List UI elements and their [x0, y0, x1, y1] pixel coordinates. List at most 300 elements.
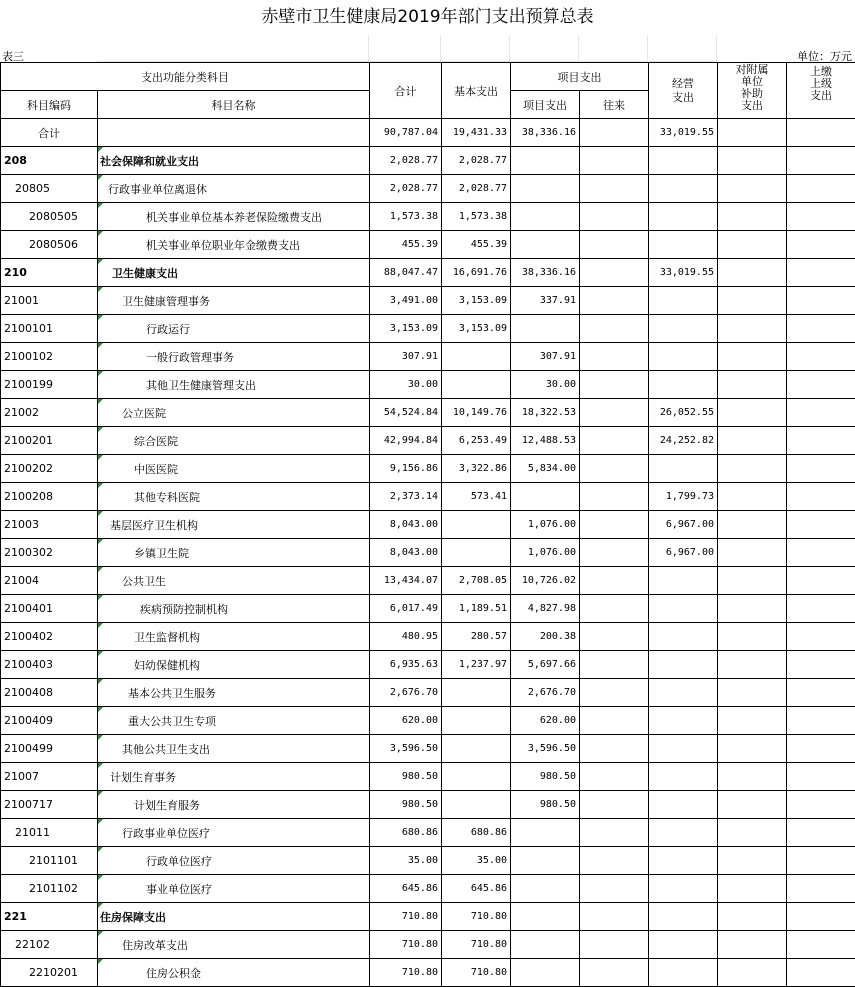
cell-subsidy[interactable]: [718, 679, 787, 707]
cell-operating[interactable]: [649, 651, 718, 679]
cell-basic[interactable]: 710.80: [442, 931, 511, 959]
cell-basic[interactable]: 645.86: [442, 875, 511, 903]
header-project-group: 项目支出: [511, 63, 649, 91]
cell-total[interactable]: 2,028.77: [370, 147, 442, 175]
cell-name[interactable]: 其他卫生健康管理支出: [98, 371, 370, 399]
cell-operating[interactable]: 6,967.00: [649, 511, 718, 539]
cell-upper[interactable]: [787, 231, 855, 259]
cell-code[interactable]: 221: [1, 903, 98, 931]
cell-project[interactable]: [511, 147, 580, 175]
cell-code[interactable]: 2101101: [1, 847, 98, 875]
cell-subsidy[interactable]: [718, 959, 787, 987]
cell-project[interactable]: 10,726.02: [511, 567, 580, 595]
cell-project[interactable]: 200.38: [511, 623, 580, 651]
table-row: [1, 875, 855, 903]
cell-transfer[interactable]: [580, 763, 649, 791]
cell-code[interactable]: 210: [1, 259, 98, 287]
cell-total[interactable]: 2,373.14: [370, 483, 442, 511]
header-row-1: [1, 63, 855, 91]
cell-total[interactable]: 42,994.84: [370, 427, 442, 455]
cell-upper[interactable]: [787, 903, 855, 931]
cell-operating[interactable]: [649, 343, 718, 371]
cell-subsidy[interactable]: [718, 287, 787, 315]
cell-total[interactable]: 30.00: [370, 371, 442, 399]
cell-name[interactable]: 住房改革支出: [98, 931, 370, 959]
cell-project[interactable]: [511, 875, 580, 903]
cell-basic[interactable]: 3,153.09: [442, 287, 511, 315]
cell-basic[interactable]: 6,253.49: [442, 427, 511, 455]
cell-total[interactable]: 2,676.70: [370, 679, 442, 707]
cell-transfer[interactable]: [580, 651, 649, 679]
cell-total[interactable]: 54,524.84: [370, 399, 442, 427]
cell-project[interactable]: 12,488.53: [511, 427, 580, 455]
cell-name[interactable]: 机关事业单位职业年金缴费支出: [98, 231, 370, 259]
cell-total[interactable]: 680.86: [370, 819, 442, 847]
cell-subsidy[interactable]: [718, 511, 787, 539]
cell-operating[interactable]: [649, 903, 718, 931]
cell-project[interactable]: [511, 315, 580, 343]
cell-transfer[interactable]: [580, 539, 649, 567]
cell-name[interactable]: 妇幼保健机构: [98, 651, 370, 679]
cell-code[interactable]: 2080506: [1, 231, 98, 259]
cell-project[interactable]: 1,076.00: [511, 511, 580, 539]
cell-upper[interactable]: [787, 735, 855, 763]
cell-subsidy[interactable]: [718, 595, 787, 623]
cell-upper[interactable]: [787, 511, 855, 539]
cell-transfer[interactable]: [580, 735, 649, 763]
cell-basic[interactable]: [442, 371, 511, 399]
cell-transfer[interactable]: [580, 567, 649, 595]
cell-basic[interactable]: 2,028.77: [442, 175, 511, 203]
cell-total[interactable]: 980.50: [370, 791, 442, 819]
cell-operating[interactable]: [649, 735, 718, 763]
cell-subsidy[interactable]: [718, 539, 787, 567]
cell-upper[interactable]: [787, 147, 855, 175]
cell-total[interactable]: 13,434.07: [370, 567, 442, 595]
cell-basic[interactable]: 455.39: [442, 231, 511, 259]
cell-operating[interactable]: [649, 147, 718, 175]
cell-code[interactable]: 20805: [1, 175, 98, 203]
header-total: 合计: [370, 63, 442, 119]
cell-transfer[interactable]: [580, 343, 649, 371]
cell-name[interactable]: 公立医院: [98, 399, 370, 427]
cell-name[interactable]: 中医医院: [98, 455, 370, 483]
cell-project[interactable]: 38,336.16: [511, 259, 580, 287]
cell-total[interactable]: 307.91: [370, 343, 442, 371]
cell-subsidy[interactable]: [718, 791, 787, 819]
cell-operating[interactable]: 26,052.55: [649, 399, 718, 427]
cell-subsidy[interactable]: [718, 231, 787, 259]
cell-basic[interactable]: [442, 763, 511, 791]
cell-project[interactable]: 307.91: [511, 343, 580, 371]
cell-code[interactable]: 2101102: [1, 875, 98, 903]
cell-project[interactable]: 30.00: [511, 371, 580, 399]
cell-total[interactable]: 980.50: [370, 763, 442, 791]
table-row: [1, 763, 855, 791]
cell-subsidy[interactable]: [718, 931, 787, 959]
cell-subsidy[interactable]: [718, 483, 787, 511]
cell-name[interactable]: 其他公共卫生支出: [98, 735, 370, 763]
cell-total[interactable]: 9,156.86: [370, 455, 442, 483]
cell-code[interactable]: 2080505: [1, 203, 98, 231]
cell-name[interactable]: 住房公积金: [98, 959, 370, 987]
header-operating: 经营 支出: [649, 63, 718, 119]
cell-upper[interactable]: [787, 763, 855, 791]
cell-operating[interactable]: [649, 875, 718, 903]
cell-basic[interactable]: 1,573.38: [442, 203, 511, 231]
cell-upper[interactable]: [787, 315, 855, 343]
cell-project[interactable]: [511, 819, 580, 847]
cell-upper[interactable]: [787, 567, 855, 595]
cell-basic[interactable]: 2,028.77: [442, 147, 511, 175]
table-row: [1, 427, 855, 455]
cell-transfer[interactable]: [580, 847, 649, 875]
cell-transfer[interactable]: [580, 147, 649, 175]
cell-upper[interactable]: [787, 595, 855, 623]
cell-basic[interactable]: 2,708.05: [442, 567, 511, 595]
cell-upper[interactable]: [787, 959, 855, 987]
cell-code[interactable]: 2100409: [1, 707, 98, 735]
cell-basic[interactable]: 3,153.09: [442, 315, 511, 343]
cell-operating[interactable]: [649, 175, 718, 203]
cell-operating[interactable]: [649, 847, 718, 875]
cell-transfer[interactable]: [580, 707, 649, 735]
cell-basic[interactable]: 573.41: [442, 483, 511, 511]
cell-subsidy[interactable]: [718, 175, 787, 203]
cell-upper[interactable]: [787, 791, 855, 819]
cell-basic[interactable]: 680.86: [442, 819, 511, 847]
cell-total[interactable]: 3,153.09: [370, 315, 442, 343]
cell-upper[interactable]: [787, 399, 855, 427]
cell-project[interactable]: [511, 483, 580, 511]
cell-transfer[interactable]: [580, 931, 649, 959]
cell-basic[interactable]: 710.80: [442, 903, 511, 931]
cell-total[interactable]: 455.39: [370, 231, 442, 259]
cell-subsidy[interactable]: [718, 147, 787, 175]
cell-name[interactable]: 基层医疗卫生机构: [98, 511, 370, 539]
cell-subsidy[interactable]: [718, 819, 787, 847]
cell-project[interactable]: 980.50: [511, 763, 580, 791]
cell-transfer[interactable]: [580, 203, 649, 231]
cell-transfer[interactable]: [580, 679, 649, 707]
cell-basic[interactable]: [442, 707, 511, 735]
cell-upper[interactable]: [787, 427, 855, 455]
cell-basic[interactable]: [442, 343, 511, 371]
table-row: [1, 651, 855, 679]
cell-basic[interactable]: 10,149.76: [442, 399, 511, 427]
cell-name[interactable]: 卫生健康管理事务: [98, 287, 370, 315]
cell-operating[interactable]: [649, 791, 718, 819]
cell-upper[interactable]: [787, 455, 855, 483]
cell-project[interactable]: [511, 903, 580, 931]
cell-code[interactable]: 21001: [1, 287, 98, 315]
cell-project[interactable]: 4,827.98: [511, 595, 580, 623]
cell-upper[interactable]: [787, 651, 855, 679]
cell-operating[interactable]: 6,967.00: [649, 539, 718, 567]
cell-operating[interactable]: [649, 707, 718, 735]
cell-operating[interactable]: [649, 371, 718, 399]
cell-project[interactable]: 5,834.00: [511, 455, 580, 483]
cell-transfer[interactable]: [580, 623, 649, 651]
cell-code[interactable]: 2100199: [1, 371, 98, 399]
cell-transfer[interactable]: [580, 175, 649, 203]
cell-basic[interactable]: 280.57: [442, 623, 511, 651]
cell-basic[interactable]: 1,237.97: [442, 651, 511, 679]
cell-code[interactable]: 2100208: [1, 483, 98, 511]
cell-project[interactable]: 18,322.53: [511, 399, 580, 427]
cell-subsidy[interactable]: [718, 427, 787, 455]
cell-basic[interactable]: 3,322.86: [442, 455, 511, 483]
cell-total[interactable]: 3,596.50: [370, 735, 442, 763]
cell-total[interactable]: 6,017.49: [370, 595, 442, 623]
cell-basic[interactable]: 1,189.51: [442, 595, 511, 623]
cell-subsidy[interactable]: [718, 119, 787, 147]
cell-basic[interactable]: [442, 539, 511, 567]
cell-total[interactable]: 35.00: [370, 847, 442, 875]
cell-upper[interactable]: [787, 203, 855, 231]
cell-code[interactable]: 2100101: [1, 315, 98, 343]
cell-upper[interactable]: [787, 175, 855, 203]
cell-upper[interactable]: [787, 343, 855, 371]
cell-upper[interactable]: [787, 539, 855, 567]
cell-total[interactable]: 620.00: [370, 707, 442, 735]
cell-transfer[interactable]: [580, 455, 649, 483]
cell-project[interactable]: 3,596.50: [511, 735, 580, 763]
cell-operating[interactable]: [649, 623, 718, 651]
cell-operating[interactable]: [649, 231, 718, 259]
cell-upper[interactable]: [787, 287, 855, 315]
cell-subsidy[interactable]: [718, 847, 787, 875]
cell-upper[interactable]: [787, 623, 855, 651]
cell-name[interactable]: 乡镇卫生院: [98, 539, 370, 567]
cell-transfer[interactable]: [580, 819, 649, 847]
cell-total[interactable]: 3,491.00: [370, 287, 442, 315]
cell-name[interactable]: 疾病预防控制机构: [98, 595, 370, 623]
cell-name[interactable]: 行政事业单位离退休: [98, 175, 370, 203]
cell-name[interactable]: 卫生监督机构: [98, 623, 370, 651]
table-row: [1, 819, 855, 847]
cell-name[interactable]: 卫生健康支出: [98, 259, 370, 287]
cell-total[interactable]: 710.80: [370, 931, 442, 959]
cell-operating[interactable]: 33,019.55: [649, 259, 718, 287]
cell-upper[interactable]: [787, 819, 855, 847]
cell-basic[interactable]: 19,431.33: [442, 119, 511, 147]
cell-code[interactable]: 21003: [1, 511, 98, 539]
cell-upper[interactable]: [787, 875, 855, 903]
cell-total[interactable]: 88,047.47: [370, 259, 442, 287]
cell-name[interactable]: 住房保障支出: [98, 903, 370, 931]
cell-subsidy[interactable]: [718, 203, 787, 231]
cell-basic[interactable]: 710.80: [442, 959, 511, 987]
cell-code[interactable]: 21002: [1, 399, 98, 427]
cell-transfer[interactable]: [580, 511, 649, 539]
cell-subsidy[interactable]: [718, 875, 787, 903]
cell-basic[interactable]: [442, 511, 511, 539]
cell-upper[interactable]: [787, 259, 855, 287]
cell-basic[interactable]: [442, 791, 511, 819]
cell-name[interactable]: 行政事业单位医疗: [98, 819, 370, 847]
cell-operating[interactable]: [649, 315, 718, 343]
header-transfer: 往来: [580, 91, 649, 119]
cell-code[interactable]: 2100402: [1, 623, 98, 651]
cell-name[interactable]: 基本公共卫生服务: [98, 679, 370, 707]
cell-operating[interactable]: [649, 931, 718, 959]
cell-project[interactable]: 337.91: [511, 287, 580, 315]
cell-subsidy[interactable]: [718, 343, 787, 371]
cell-total[interactable]: 6,935.63: [370, 651, 442, 679]
cell-code[interactable]: 2100408: [1, 679, 98, 707]
cell-name[interactable]: 重大公共卫生专项: [98, 707, 370, 735]
cell-operating[interactable]: [649, 455, 718, 483]
cell-total[interactable]: 2,028.77: [370, 175, 442, 203]
cell-transfer[interactable]: [580, 371, 649, 399]
cell-code[interactable]: 合计: [1, 119, 98, 147]
cell-total[interactable]: 90,787.04: [370, 119, 442, 147]
cell-operating[interactable]: [649, 819, 718, 847]
cell-transfer[interactable]: [580, 287, 649, 315]
cell-project[interactable]: 2,676.70: [511, 679, 580, 707]
cell-transfer[interactable]: [580, 959, 649, 987]
cell-project[interactable]: 620.00: [511, 707, 580, 735]
cell-basic[interactable]: [442, 735, 511, 763]
cell-transfer[interactable]: [580, 119, 649, 147]
cell-subsidy[interactable]: [718, 735, 787, 763]
cell-total[interactable]: 710.80: [370, 903, 442, 931]
cell-name[interactable]: 计划生育服务: [98, 791, 370, 819]
cell-operating[interactable]: [649, 679, 718, 707]
table-row: [1, 735, 855, 763]
cell-code[interactable]: 21011: [1, 819, 98, 847]
cell-project[interactable]: [511, 931, 580, 959]
cell-upper[interactable]: [787, 847, 855, 875]
cell-subsidy[interactable]: [718, 259, 787, 287]
cell-total[interactable]: 645.86: [370, 875, 442, 903]
cell-total[interactable]: 8,043.00: [370, 511, 442, 539]
cell-project[interactable]: [511, 847, 580, 875]
cell-name[interactable]: [98, 119, 370, 147]
cell-code[interactable]: 2100499: [1, 735, 98, 763]
cell-transfer[interactable]: [580, 259, 649, 287]
cell-code[interactable]: 2100717: [1, 791, 98, 819]
cell-subsidy[interactable]: [718, 455, 787, 483]
cell-operating[interactable]: [649, 763, 718, 791]
table-row: [1, 679, 855, 707]
cell-upper[interactable]: [787, 483, 855, 511]
cell-transfer[interactable]: [580, 231, 649, 259]
cell-basic[interactable]: 16,691.76: [442, 259, 511, 287]
cell-name[interactable]: 综合医院: [98, 427, 370, 455]
cell-project[interactable]: 5,697.66: [511, 651, 580, 679]
cell-upper[interactable]: [787, 119, 855, 147]
cell-operating[interactable]: [649, 959, 718, 987]
cell-name[interactable]: 社会保障和就业支出: [98, 147, 370, 175]
cell-code[interactable]: 21007: [1, 763, 98, 791]
cell-transfer[interactable]: [580, 875, 649, 903]
cell-name[interactable]: 行政运行: [98, 315, 370, 343]
cell-operating[interactable]: [649, 567, 718, 595]
cell-transfer[interactable]: [580, 315, 649, 343]
cell-subsidy[interactable]: [718, 623, 787, 651]
header-subsidy: 对附属 单位 补助 支出: [718, 63, 787, 119]
cell-operating[interactable]: 1,799.73: [649, 483, 718, 511]
cell-upper[interactable]: [787, 679, 855, 707]
cell-code[interactable]: 208: [1, 147, 98, 175]
cell-transfer[interactable]: [580, 595, 649, 623]
cell-basic[interactable]: 35.00: [442, 847, 511, 875]
cell-code[interactable]: 21004: [1, 567, 98, 595]
cell-name[interactable]: 公共卫生: [98, 567, 370, 595]
cell-transfer[interactable]: [580, 399, 649, 427]
cell-code[interactable]: 2210201: [1, 959, 98, 987]
cell-code[interactable]: 2100401: [1, 595, 98, 623]
cell-total[interactable]: 710.80: [370, 959, 442, 987]
cell-basic[interactable]: [442, 679, 511, 707]
cell-transfer[interactable]: [580, 427, 649, 455]
cell-project[interactable]: [511, 175, 580, 203]
cell-name[interactable]: 其他专科医院: [98, 483, 370, 511]
cell-operating[interactable]: [649, 287, 718, 315]
cell-name[interactable]: 一般行政管理事务: [98, 343, 370, 371]
table-row: [1, 539, 855, 567]
cell-operating[interactable]: [649, 595, 718, 623]
cell-code[interactable]: 2100202: [1, 455, 98, 483]
cell-subsidy[interactable]: [718, 371, 787, 399]
cell-project[interactable]: 980.50: [511, 791, 580, 819]
cell-transfer[interactable]: [580, 903, 649, 931]
cell-subsidy[interactable]: [718, 315, 787, 343]
cell-subsidy[interactable]: [718, 651, 787, 679]
cell-operating[interactable]: [649, 203, 718, 231]
table-row: [1, 147, 855, 175]
cell-subsidy[interactable]: [718, 903, 787, 931]
cell-upper[interactable]: [787, 707, 855, 735]
table-row: [1, 371, 855, 399]
cell-operating[interactable]: 33,019.55: [649, 119, 718, 147]
cell-total[interactable]: 480.95: [370, 623, 442, 651]
cell-operating[interactable]: 24,252.82: [649, 427, 718, 455]
cell-transfer[interactable]: [580, 483, 649, 511]
cell-code[interactable]: 22102: [1, 931, 98, 959]
cell-subsidy[interactable]: [718, 763, 787, 791]
cell-name[interactable]: 事业单位医疗: [98, 875, 370, 903]
cell-subsidy[interactable]: [718, 399, 787, 427]
cell-total[interactable]: 8,043.00: [370, 539, 442, 567]
table-row: [1, 707, 855, 735]
cell-transfer[interactable]: [580, 791, 649, 819]
cell-code[interactable]: 2100201: [1, 427, 98, 455]
cell-name[interactable]: 计划生育事务: [98, 763, 370, 791]
cell-upper[interactable]: [787, 371, 855, 399]
cell-project[interactable]: [511, 203, 580, 231]
cell-code[interactable]: 2100403: [1, 651, 98, 679]
cell-project[interactable]: [511, 959, 580, 987]
cell-project[interactable]: 38,336.16: [511, 119, 580, 147]
cell-code[interactable]: 2100302: [1, 539, 98, 567]
cell-subsidy[interactable]: [718, 707, 787, 735]
cell-upper[interactable]: [787, 931, 855, 959]
cell-name[interactable]: 机关事业单位基本养老保险缴费支出: [98, 203, 370, 231]
cell-project[interactable]: 1,076.00: [511, 539, 580, 567]
cell-subsidy[interactable]: [718, 567, 787, 595]
header-basic: 基本支出: [442, 63, 511, 119]
cell-name[interactable]: 行政单位医疗: [98, 847, 370, 875]
cell-project[interactable]: [511, 231, 580, 259]
cell-total[interactable]: 1,573.38: [370, 203, 442, 231]
table-row: [1, 511, 855, 539]
table-row: [1, 791, 855, 819]
table-row: [1, 287, 855, 315]
cell-code[interactable]: 2100102: [1, 343, 98, 371]
